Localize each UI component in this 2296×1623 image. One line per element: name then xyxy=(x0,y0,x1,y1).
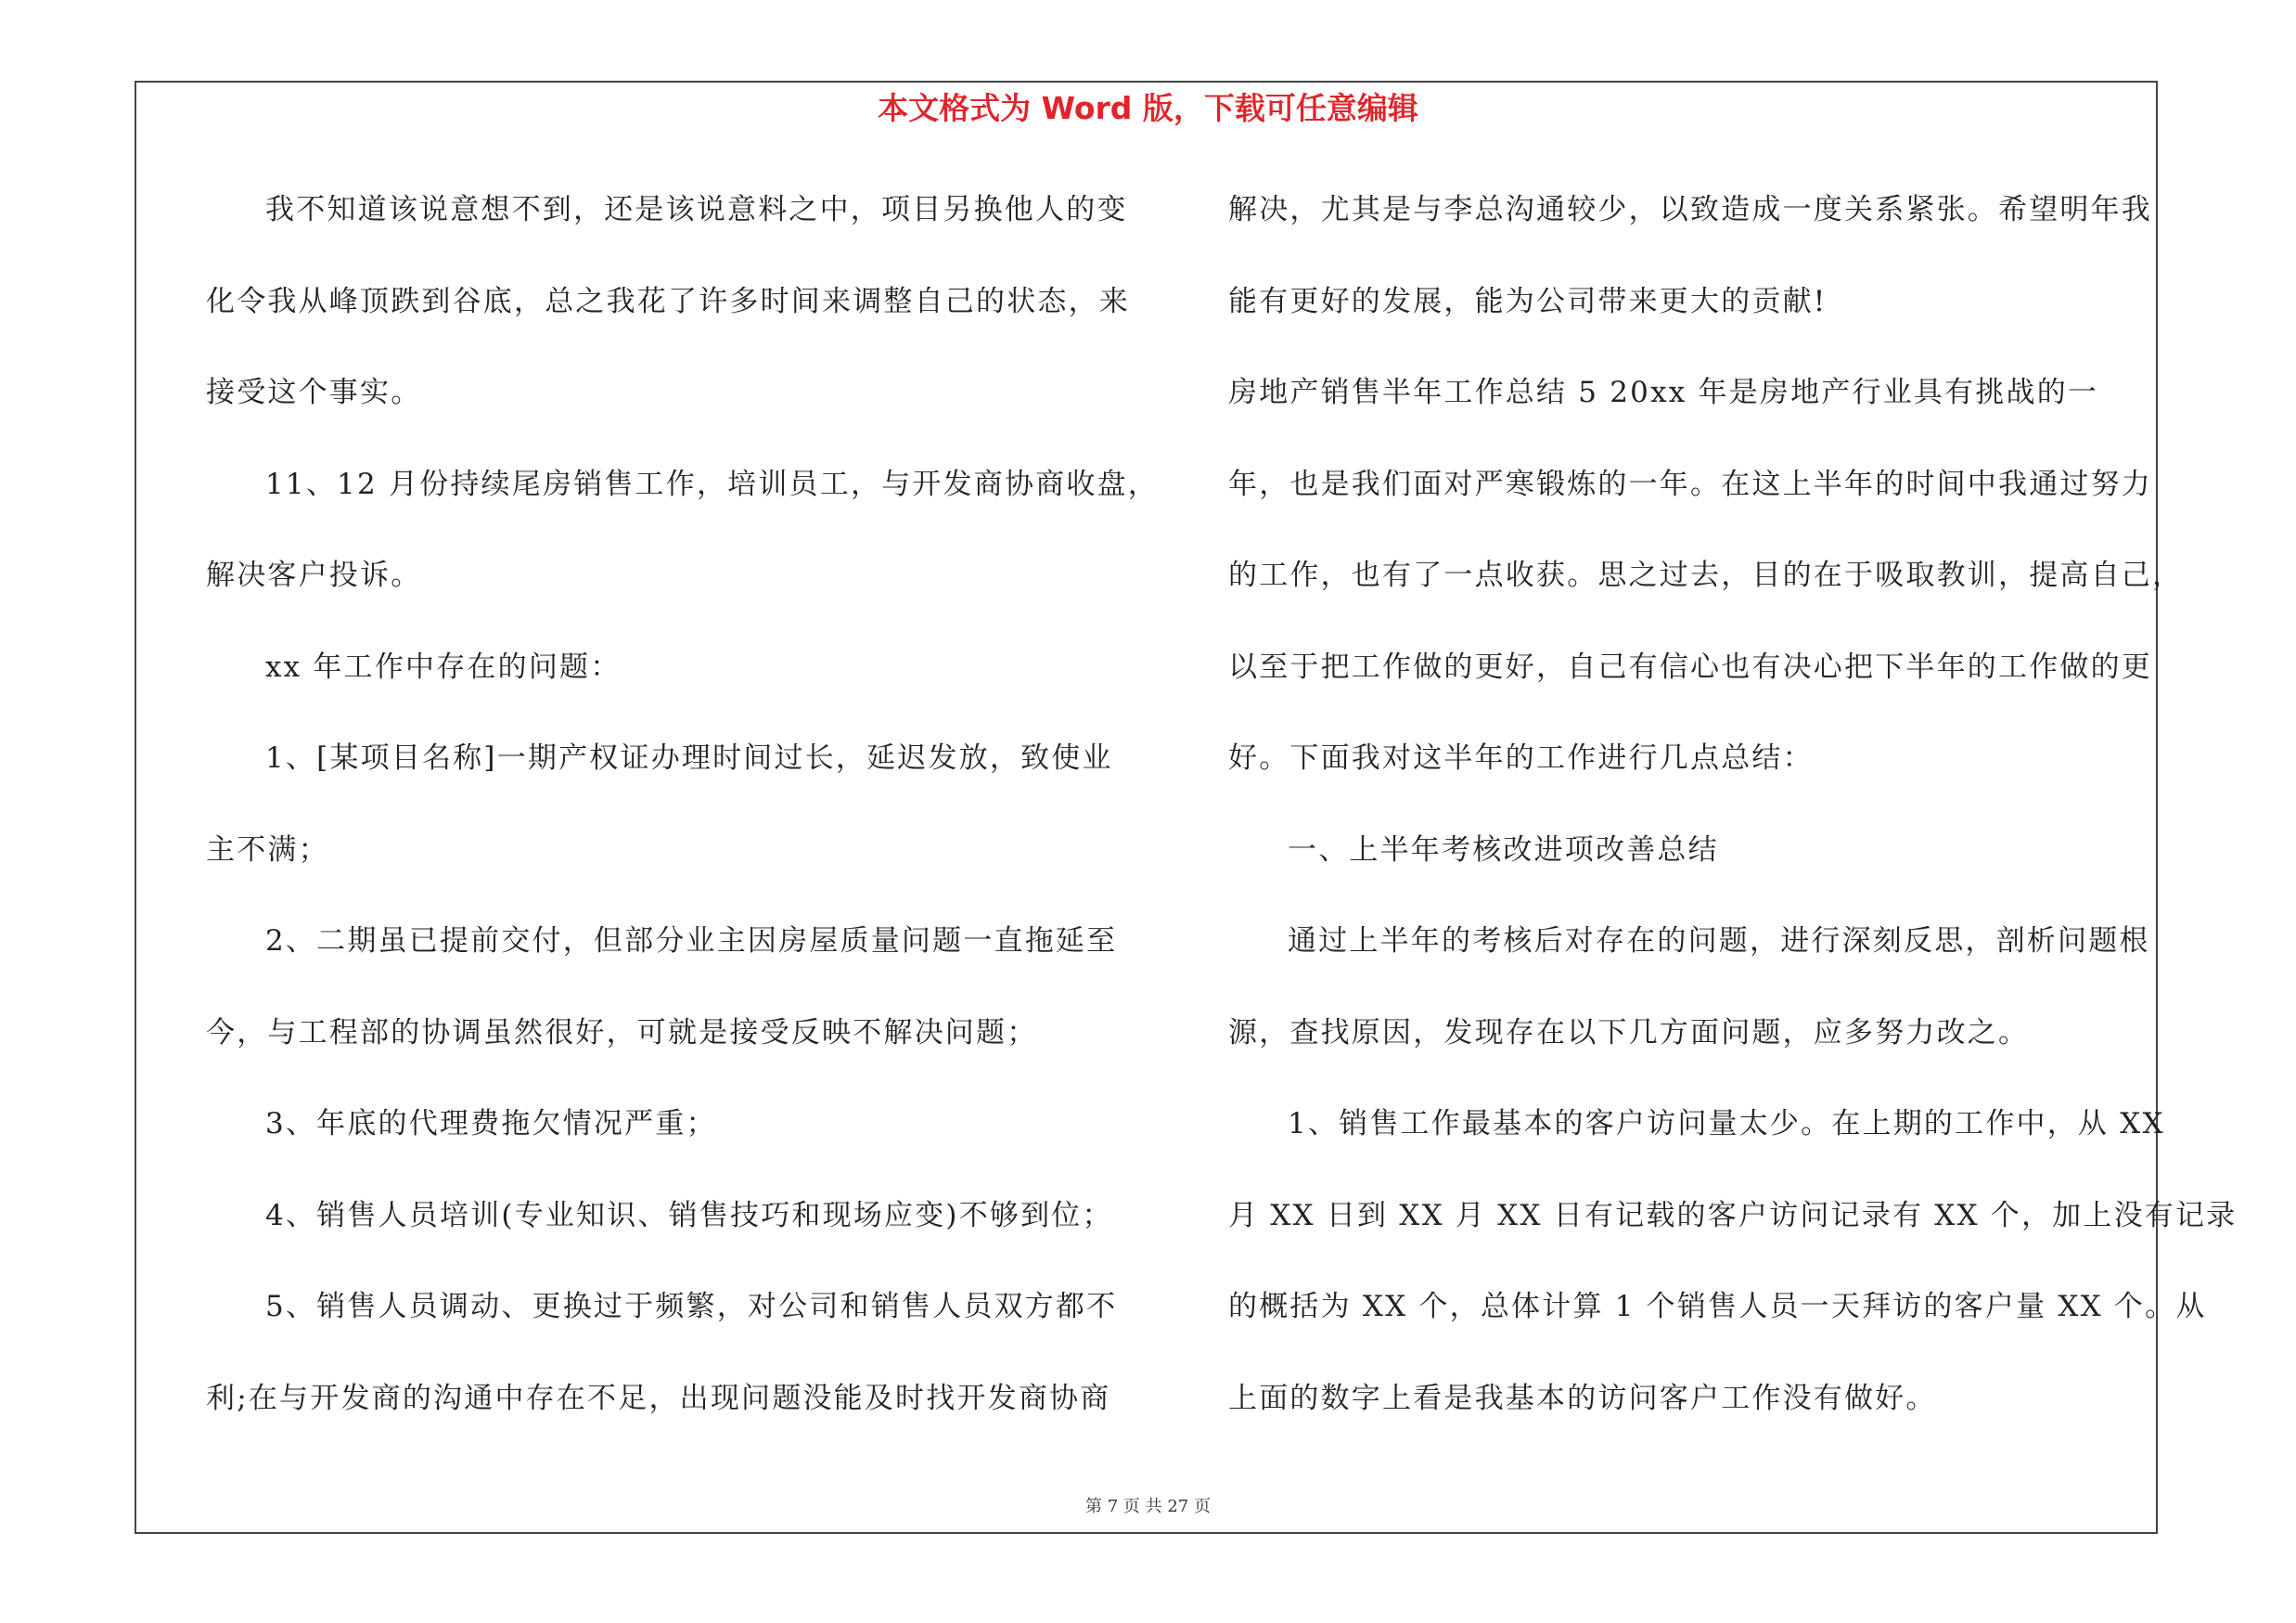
text-line: 解决，尤其是与李总沟通较少，以致造成一度关系紧张。希望明年我 xyxy=(1228,193,2152,226)
text-line: 利;在与开发商的沟通中存在不足，出现问题没能及时找开发商协商 xyxy=(206,1381,1111,1415)
text-line: 主不满； xyxy=(206,832,329,867)
text-line: 源，查找原因，发现存在以下几方面问题，应多努力改之。 xyxy=(1228,1015,2030,1050)
text-line: 接受这个事实。 xyxy=(206,376,422,409)
page-number-footer: 第 7 页 共 27 页 xyxy=(1085,1497,1211,1516)
text-line: 的工作，也有了一点收获。思之过去，目的在于吸取教训，提高自己， xyxy=(1228,559,2184,592)
text-line: 化令我从峰顶跌到谷底，总之我花了许多时间来调整自己的状态，来 xyxy=(206,284,1130,318)
text-line: 1、[某项目名称]一期产权证办理时间过长，延迟发放，致使业 xyxy=(265,741,1113,775)
text-line: 3、年底的代理费拖欠情况严重； xyxy=(265,1107,717,1140)
text-line: 的概括为 XX 个，总体计算 1 个销售人员一天拜访的客户量 XX 个。从 xyxy=(1228,1290,2207,1323)
text-line: 1、销售工作最基本的客户访问量太少。在上期的工作中，从 XX xyxy=(1288,1107,2165,1140)
text-line: 我不知道该说意想不到，还是该说意料之中，项目另换他人的变 xyxy=(265,193,1128,226)
text-line: 以至于把工作做的更好，自己有信心也有决心把下半年的工作做的更 xyxy=(1228,650,2152,684)
text-line: 5、销售人员调动、更换过于频繁，对公司和销售人员双方都不 xyxy=(265,1290,1118,1323)
text-line: 上面的数字上看是我基本的访问客户工作没有做好。 xyxy=(1228,1381,1937,1415)
text-line: 今，与工程部的协调虽然很好，可就是接受反映不解决问题； xyxy=(206,1015,1038,1050)
text-line: 好。下面我对这半年的工作进行几点总结： xyxy=(1228,741,1814,775)
text-line: 解决客户投诉。 xyxy=(206,559,422,592)
text-line: 月 XX 日到 XX 月 XX 日有记载的客户访问记录有 XX 个，加上没有记录 xyxy=(1228,1198,2238,1232)
text-line: 2、二期虽已提前交付，但部分业主因房屋质量问题一直拖延至 xyxy=(265,924,1118,958)
text-line: 年，也是我们面对严寒锻炼的一年。在这上半年的时间中我通过努力 xyxy=(1228,467,2152,501)
text-line: xx 年工作中存在的问题： xyxy=(265,650,622,684)
text-line: 通过上半年的考核后对存在的问题，进行深刻反思，剖析问题根 xyxy=(1288,924,2150,958)
format-banner: 本文格式为 Word 版，下载可任意编辑 xyxy=(878,90,1418,126)
text-line: 一、上半年考核改进项改善总结 xyxy=(1288,832,1719,867)
text-line: 能有更好的发展，能为公司带来更大的贡献! xyxy=(1228,284,1828,318)
text-line: 房地产销售半年工作总结 5 20xx 年是房地产行业具有挑战的一 xyxy=(1228,376,2099,409)
text-line: 4、销售人员培训(专业知识、销售技巧和现场应变)不够到位； xyxy=(265,1198,1113,1232)
text-line: 11、12 月份持续尾房销售工作，培训员工，与开发商协商收盘， xyxy=(265,467,1159,501)
